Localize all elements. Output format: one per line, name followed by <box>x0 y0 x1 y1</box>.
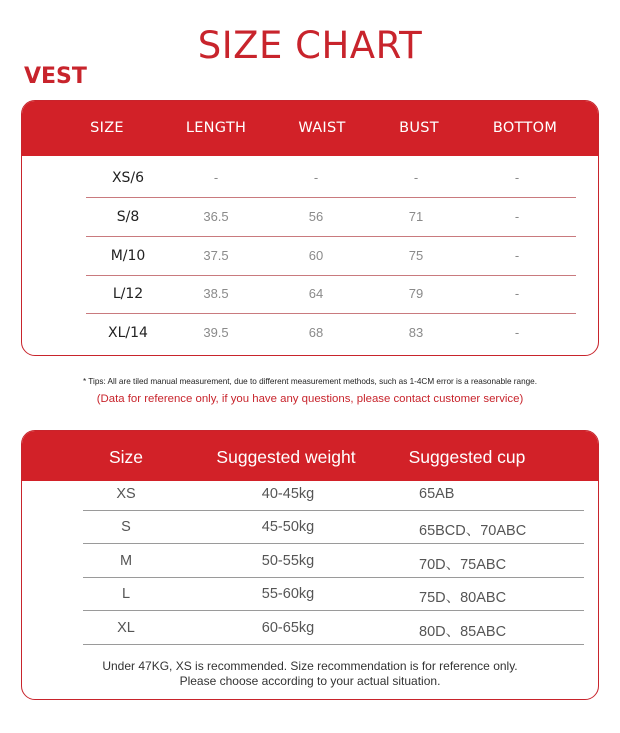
cell-bust: 83 <box>408 325 424 340</box>
header-length: LENGTH <box>185 120 247 136</box>
reference-note: (Data for reference only, if you have any questions, please contact customer service) <box>96 393 524 405</box>
cell-weight: 40-45kg <box>261 486 315 502</box>
cell-size: L/12 <box>112 286 144 302</box>
cell-bottom: - <box>514 325 520 340</box>
cell-size: XL/14 <box>108 325 148 341</box>
cell-length: 39.5 <box>203 325 229 340</box>
header-weight: Suggested weight <box>216 447 356 467</box>
section-title: VEST <box>24 64 87 89</box>
cell-length: - <box>213 170 219 185</box>
table-row <box>86 158 576 198</box>
tips-text: * Tips: All are tiled manual measurement, due to different measurement methods, such as 1-4CM error is a reasonable range. <box>82 377 538 386</box>
cell-bust: 75 <box>408 248 424 263</box>
table-row <box>83 510 584 544</box>
cell-size: XS/6 <box>111 170 145 186</box>
cell-length: 36.5 <box>203 209 229 224</box>
header-bust: BUST <box>399 120 439 136</box>
suggested-size-table <box>21 430 599 700</box>
table-row <box>83 544 584 578</box>
cell-size: M/10 <box>110 248 146 264</box>
recommendation-line-2: Please choose according to your actual situation. <box>179 674 441 688</box>
cell-size: S <box>121 519 131 535</box>
cell-bust: 71 <box>408 209 424 224</box>
vest-table-header <box>22 101 598 156</box>
table-row <box>86 236 576 276</box>
recommendation-line-1: Under 47KG, XS is recommended. Size recommendation is for reference only. <box>102 659 518 673</box>
cell-waist: 68 <box>308 325 324 340</box>
cell-size: M <box>119 553 133 569</box>
suggested-table-header <box>22 431 598 481</box>
cell-bust: 79 <box>408 286 424 301</box>
header-waist: WAIST <box>298 120 346 136</box>
cell-cup: 70D、75ABC <box>419 557 507 573</box>
cell-bottom: - <box>514 170 520 185</box>
header-size: SIZE <box>90 120 124 136</box>
cell-bottom: - <box>514 286 520 301</box>
cell-bottom: - <box>514 248 520 263</box>
cell-length: 38.5 <box>203 286 229 301</box>
cell-weight: 50-55kg <box>261 553 315 569</box>
table-row <box>83 577 584 611</box>
cell-cup: 80D、85ABC <box>419 624 507 640</box>
header-size: Size <box>108 447 144 467</box>
cell-bust: - <box>413 170 419 185</box>
cell-size: XS <box>116 486 136 502</box>
cell-length: 37.5 <box>203 248 229 263</box>
cell-waist: 56 <box>308 209 324 224</box>
page-title: SIZE CHART <box>197 24 423 67</box>
table-row <box>83 477 584 511</box>
header-bottom: BOTTOM <box>492 120 558 136</box>
cell-weight: 55-60kg <box>261 586 315 602</box>
cell-weight: 45-50kg <box>261 519 315 535</box>
table-row <box>86 274 576 314</box>
cell-waist: 60 <box>308 248 324 263</box>
cell-size: L <box>121 586 131 602</box>
cell-cup: 65AB <box>419 486 455 502</box>
recommendation-note <box>22 659 598 689</box>
cell-waist: 64 <box>308 286 324 301</box>
cell-cup: 75D、80ABC <box>419 590 507 606</box>
table-row <box>86 313 576 353</box>
cell-weight: 60-65kg <box>261 620 315 636</box>
header-cup: Suggested cup <box>408 447 526 467</box>
table-row <box>86 197 576 237</box>
vest-size-table <box>21 100 599 356</box>
cell-size: S/8 <box>116 209 140 225</box>
table-row <box>83 611 584 645</box>
cell-waist: - <box>313 170 319 185</box>
cell-bottom: - <box>514 209 520 224</box>
cell-cup: 65BCD、70ABC <box>419 523 527 539</box>
cell-size: XL <box>117 620 135 636</box>
